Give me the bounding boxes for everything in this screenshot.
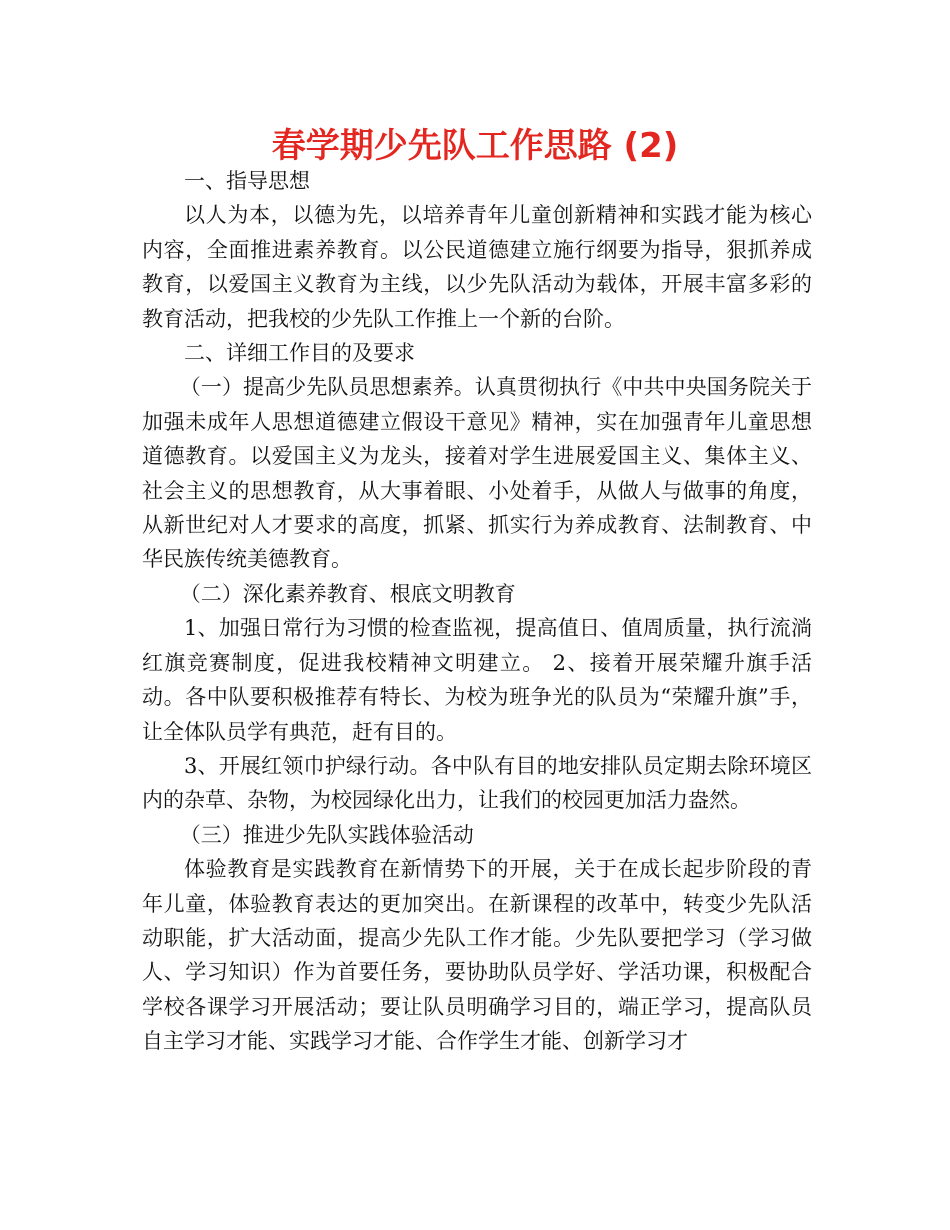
document-body bbox=[142, 164, 812, 1059]
paragraph-goal-1: （一）提高少先队员思想素养。认真贯彻执行《中共中央国务院关于加强未成年人思想道德建立假设干意见》精神，实在加强青年儿童思想道德教育。以爱国主义为龙头，接着对学生进展爱国主义、集体主义、社会主义的思想教育，从大事着眼、小处着手，从做人与做事的角度，从新世纪对人才要求的高度，抓紧、抓实行为养成教育、法制教育、中华民族传统美德教育。 bbox=[142, 375, 812, 572]
subheading-goal-2: （二）深化素养教育、根底文明教育 bbox=[179, 581, 516, 606]
document-title: 春学期少先队工作思路 (2) bbox=[271, 126, 679, 166]
section-heading-guiding-ideology: 一、指导思想 bbox=[184, 169, 310, 193]
section-heading-work-goals: 二、详细工作目的及要求 bbox=[184, 341, 415, 366]
paragraph-goal-3: 体验教育是实践教育在新情势下的开展，关于在成长起步阶段的青年儿童，体验教育表达的更加突出。在新课程的改革中，转变少先队活动职能，扩大活动面，提高少先队工作才能。少先队要把学习（学习做人、学习知识）作为首要任务，要协助队员学好、学活功课，积极配合学校各课学习开展活动；要让队员明确学习目的，端正学习，提高队员自主学习才能、实践学习才能、合作学生才能、创新学习才 bbox=[142, 857, 812, 1054]
subheading-goal-3: （三）推进少先队实践体验活动 bbox=[179, 822, 474, 847]
paragraph-goal-2-items-1-2: 1、加强日常行为习惯的检查监视，提高值日、值周质量，执行流淌红旗竞赛制度，促进我校精神文明建立。 2、接着开展荣耀升旗手活动。各中队要积极推荐有特长、为校为班争光的队员为“荣耀升旗”手，让全体队员学有典范，赶有目的。 bbox=[142, 616, 812, 744]
paragraph-goal-2-item-3: 3、开展红领巾护绿行动。各中队有目的地安排队员定期去除环境区内的杂草、杂物，为校园绿化出力，让我们的校园更加活力盎然。 bbox=[142, 753, 812, 813]
paragraph-guiding-ideology: 以人为本，以德为先，以培养青年儿童创新精神和实践才能为核心内容，全面推进素养教育。以公民道德建立施行纲要为指导，狠抓养成教育，以爱国主义教育为主线，以少先队活动为载体，开展丰富多彩的教育活动，把我校的少先队工作推上一个新的台阶。 bbox=[142, 203, 812, 331]
